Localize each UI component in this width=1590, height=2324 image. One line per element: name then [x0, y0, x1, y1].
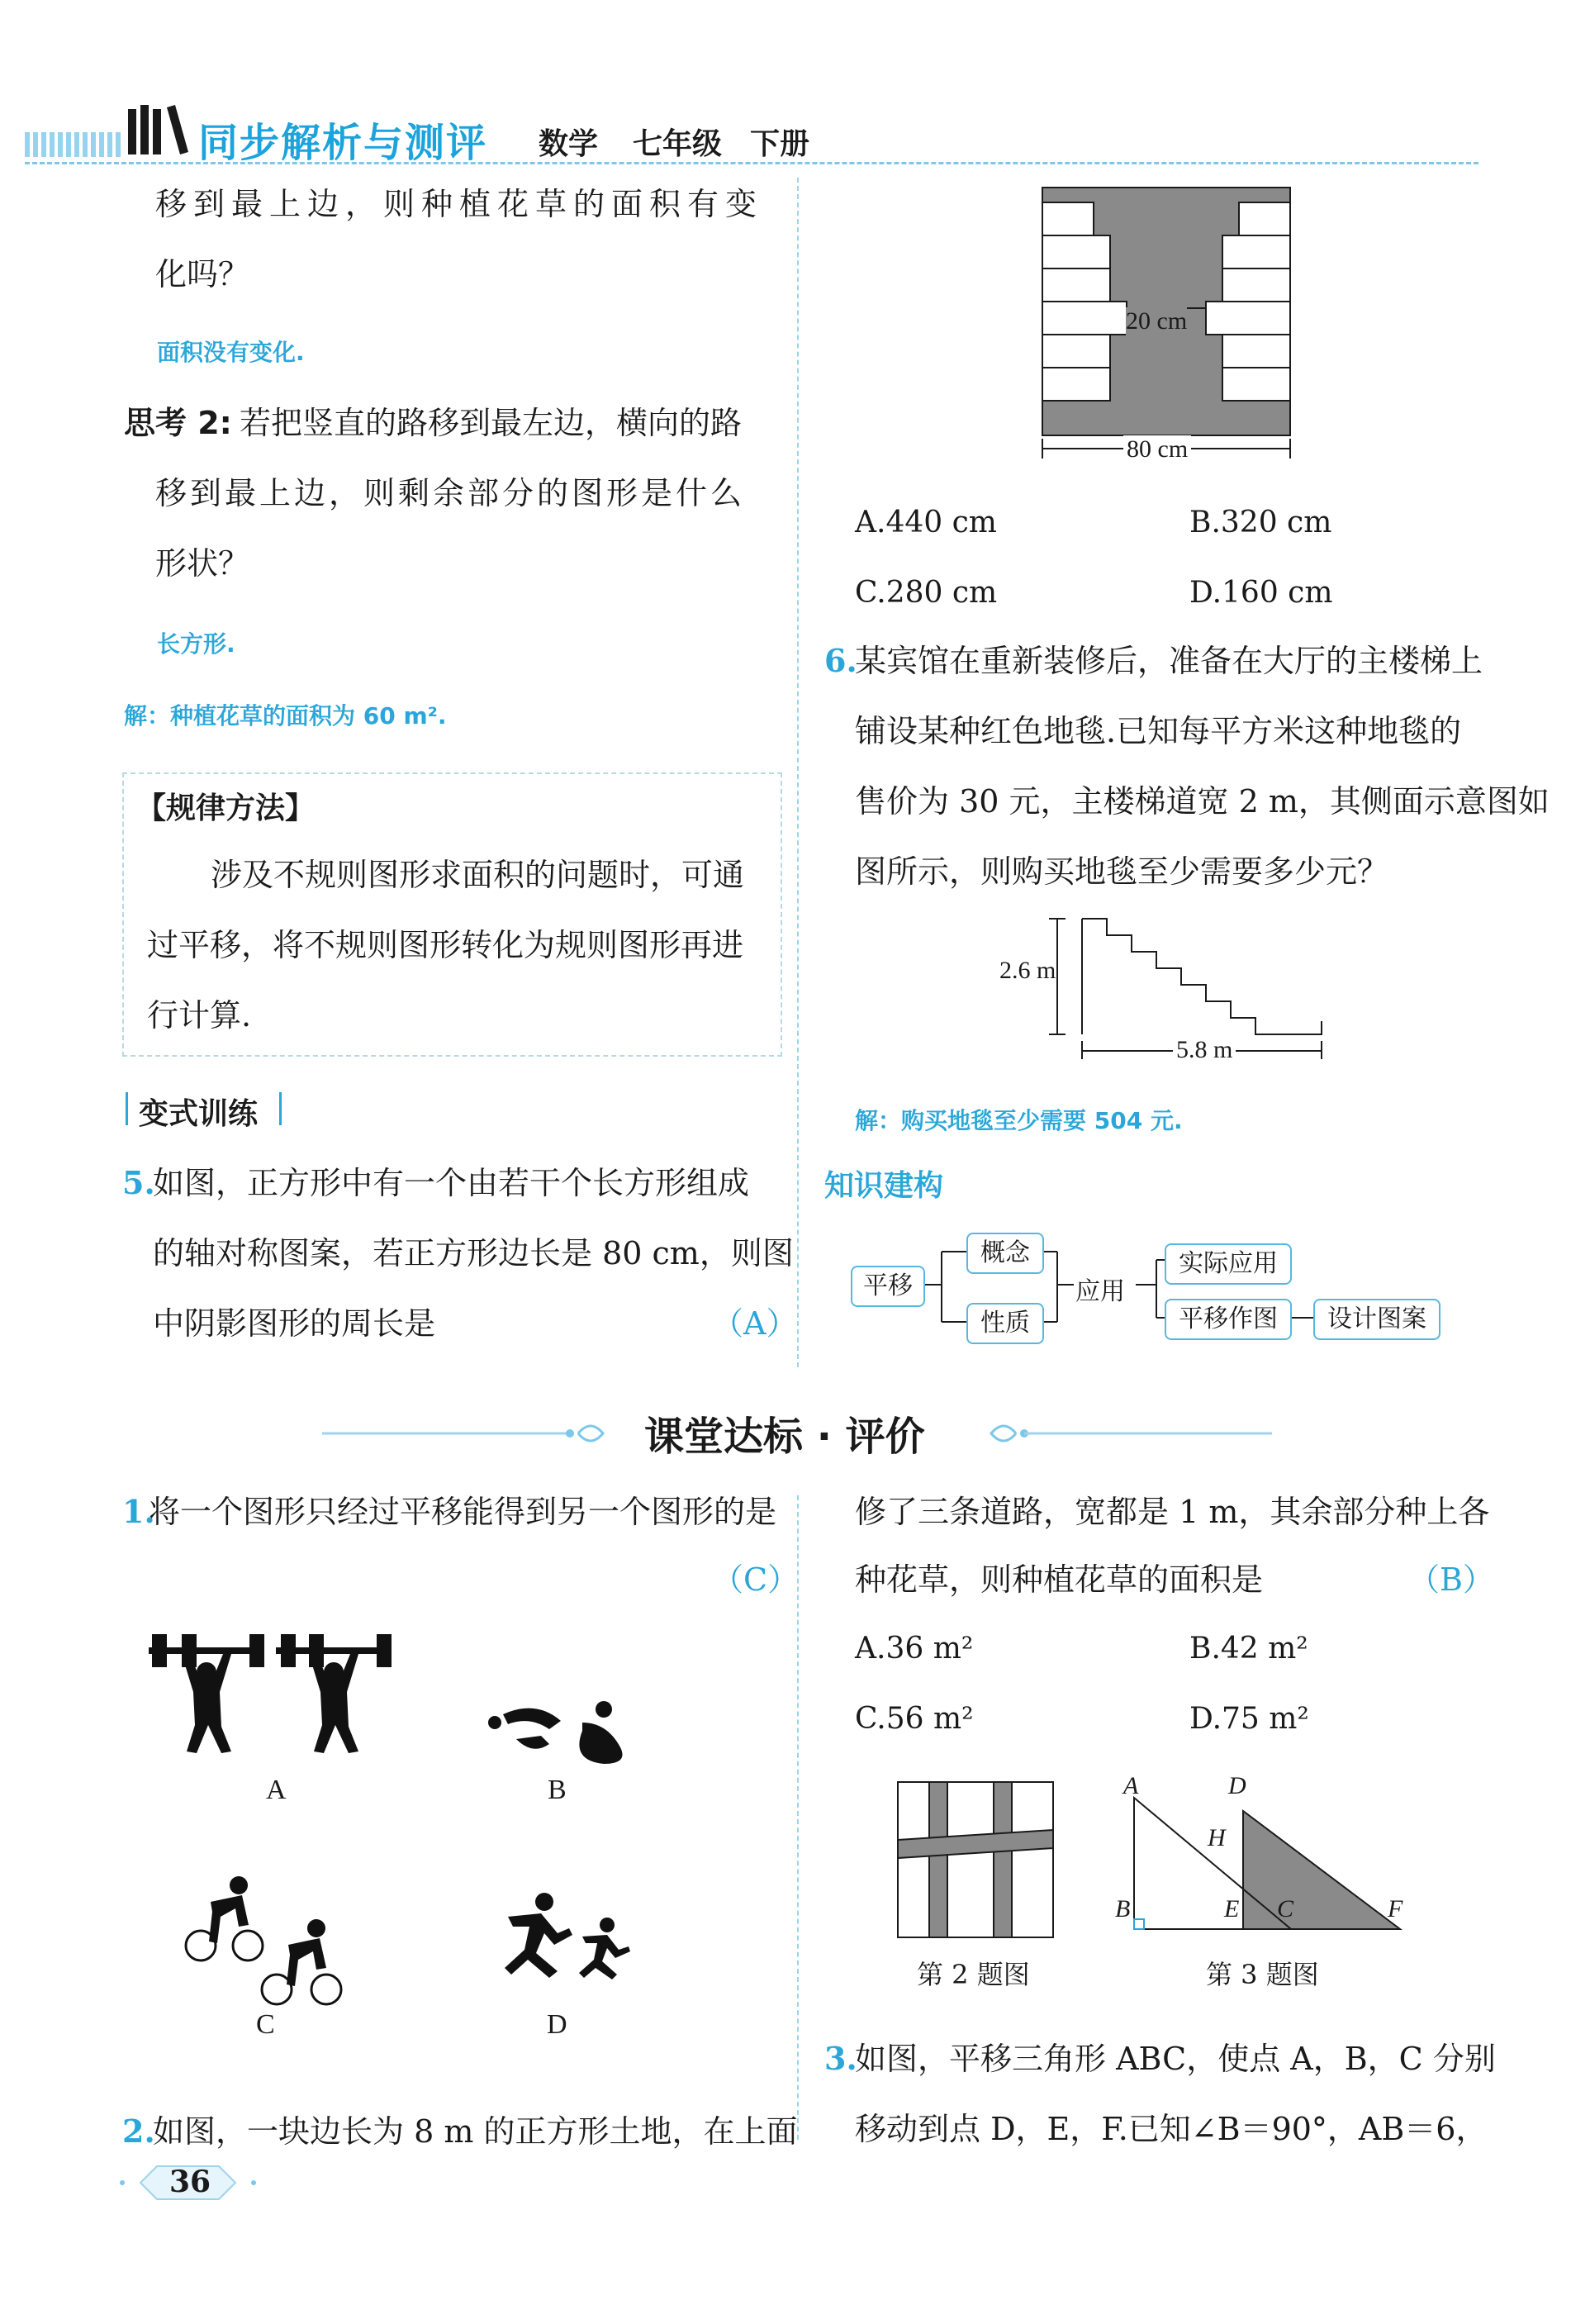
- books-icon: [124, 101, 190, 159]
- figure-triangles: [1119, 1785, 1408, 1937]
- point-label-e: E: [1224, 1895, 1240, 1922]
- text-line: 图所示，则购买地毯至少需要多少元？: [855, 853, 1389, 890]
- option-a: A.440 cm: [855, 506, 997, 539]
- variant-title: 变式训练: [139, 1097, 259, 1131]
- text-line: 种花草，则种植花草的面积是: [855, 1561, 1264, 1598]
- point-label-c: C: [1277, 1895, 1294, 1922]
- subject: 数学: [539, 127, 599, 161]
- knowledge-title: 知识建构: [824, 1169, 944, 1203]
- question-number: 1.: [122, 1493, 155, 1530]
- page-number: 36: [169, 2165, 211, 2199]
- answer-text: 面积没有变化.: [157, 339, 305, 366]
- text-line: 移到最上边，则种植花草的面积有变: [155, 186, 764, 222]
- point-label-f: F: [1388, 1895, 1403, 1922]
- text-line: 如图，正方形中有一个由若干个长方形组成: [153, 1165, 750, 1201]
- text-line: 涉及不规则图形求面积的问题时，可通: [211, 857, 745, 893]
- point-label-d: D: [1228, 1772, 1246, 1799]
- question-number: 6.: [824, 642, 857, 679]
- option-label: B: [548, 1775, 567, 1805]
- method-title: 【规律方法】: [136, 791, 316, 825]
- text-line: 若把竖直的路移到最左边，横向的路: [240, 405, 743, 441]
- option-c: C.280 cm: [855, 576, 998, 610]
- option-d: D.75 m²: [1189, 1702, 1309, 1736]
- text-line: 过平移，将不规则图形转化为规则图形再进: [147, 927, 744, 963]
- answer-choice: （A）: [712, 1305, 798, 1342]
- solution-text: 解：种植花草的面积为 60 m².: [124, 702, 447, 730]
- text-line: 中阴影图形的周长是: [153, 1305, 436, 1342]
- grade: 七年级: [633, 127, 723, 161]
- text-line: 如图，一块边长为 8 m 的正方形土地，在上面: [153, 2113, 798, 2150]
- series-title: 同步解析与测评: [198, 120, 488, 166]
- knowledge-map-lines: [851, 1223, 1462, 1363]
- question-number: 5.: [122, 1164, 155, 1201]
- text-line: 的轴对称图案，若正方形边长是 80 cm，则图: [153, 1235, 794, 1271]
- dimension-label: 20 cm: [1126, 307, 1188, 335]
- stairs-width-label: 5.8 m: [1173, 1036, 1236, 1064]
- text-line: 形状？: [155, 545, 250, 582]
- section-banner: 课堂达标 · 评价: [644, 1414, 925, 1460]
- option-d: D.160 cm: [1189, 576, 1333, 610]
- figure-caption: 第 3 题图: [1206, 1959, 1319, 1990]
- map-node-design: 设计图案: [1313, 1299, 1440, 1340]
- stairs-height-label: 2.6 m: [999, 957, 1056, 984]
- map-node-practical: 实际应用: [1165, 1243, 1292, 1285]
- text-line: 铺设某种红色地毯.已知每平方米这种地毯的: [855, 713, 1462, 749]
- map-node-drawing: 平移作图: [1165, 1299, 1292, 1340]
- map-node-root: 平移: [851, 1266, 925, 1307]
- map-node-concept: 概念: [966, 1233, 1044, 1274]
- header-decoration: [25, 132, 124, 157]
- weightlifter-icon: [149, 1628, 396, 1764]
- variant-bar-right: [279, 1092, 282, 1125]
- text-line: 修了三条道路，宽都是 1 m，其余部分种上各: [855, 1494, 1490, 1530]
- option-b: B.320 cm: [1189, 506, 1332, 539]
- answer-text: 长方形.: [157, 630, 235, 658]
- option-c: C.56 m²: [855, 1702, 974, 1736]
- dimension-label: 80 cm: [1123, 435, 1191, 463]
- question-number: 3.: [824, 2040, 857, 2077]
- answer-choice: （B）: [1408, 1561, 1494, 1598]
- diver-icon: [483, 1698, 632, 1764]
- text-line: 化吗？: [155, 256, 250, 292]
- text-line: 某宾馆在重新装修后，准备在大厅的主楼梯上: [855, 643, 1483, 679]
- think2-label: 思考 2:: [124, 405, 232, 441]
- text-line: 移动到点 D，E，F.已知∠B＝90°，AB＝6，: [855, 2111, 1488, 2147]
- option-a: A.36 m²: [855, 1632, 974, 1666]
- text-line: 将一个图形只经过平移能得到另一个图形的是: [149, 1494, 777, 1530]
- column-divider: [797, 178, 799, 1367]
- map-node-property: 性质: [966, 1303, 1044, 1344]
- question-number: 2.: [122, 2113, 155, 2150]
- variant-bar-left: [126, 1092, 128, 1125]
- point-label-h: H: [1208, 1824, 1226, 1851]
- option-label: A: [266, 1775, 287, 1805]
- option-label: C: [256, 2009, 275, 2040]
- text-line: 行计算.: [147, 997, 252, 1034]
- cyclist-icon: [178, 1867, 359, 2008]
- text-line: 如图，平移三角形 ABC，使点 A，B，C 分别: [855, 2041, 1496, 2077]
- answer-choice: （C）: [712, 1561, 800, 1598]
- solution-text: 解：购买地毯至少需要 504 元.: [855, 1107, 1183, 1134]
- option-label: D: [547, 2009, 567, 2040]
- figure-square-roads: [896, 1780, 1057, 1941]
- point-label-a: A: [1123, 1772, 1139, 1799]
- runner-icon: [483, 1892, 632, 1983]
- header-rule: [25, 162, 1478, 164]
- figure-caption: 第 2 题图: [917, 1959, 1030, 1990]
- text-line: 售价为 30 元，主楼梯道宽 2 m，其侧面示意图如: [855, 783, 1550, 820]
- volume: 下册: [750, 127, 810, 161]
- text-line: 移到最上边，则剩余部分的图形是什么: [155, 475, 746, 511]
- option-b: B.42 m²: [1189, 1632, 1308, 1666]
- map-node-apply: 应用: [1075, 1277, 1125, 1306]
- point-label-b: B: [1115, 1895, 1131, 1922]
